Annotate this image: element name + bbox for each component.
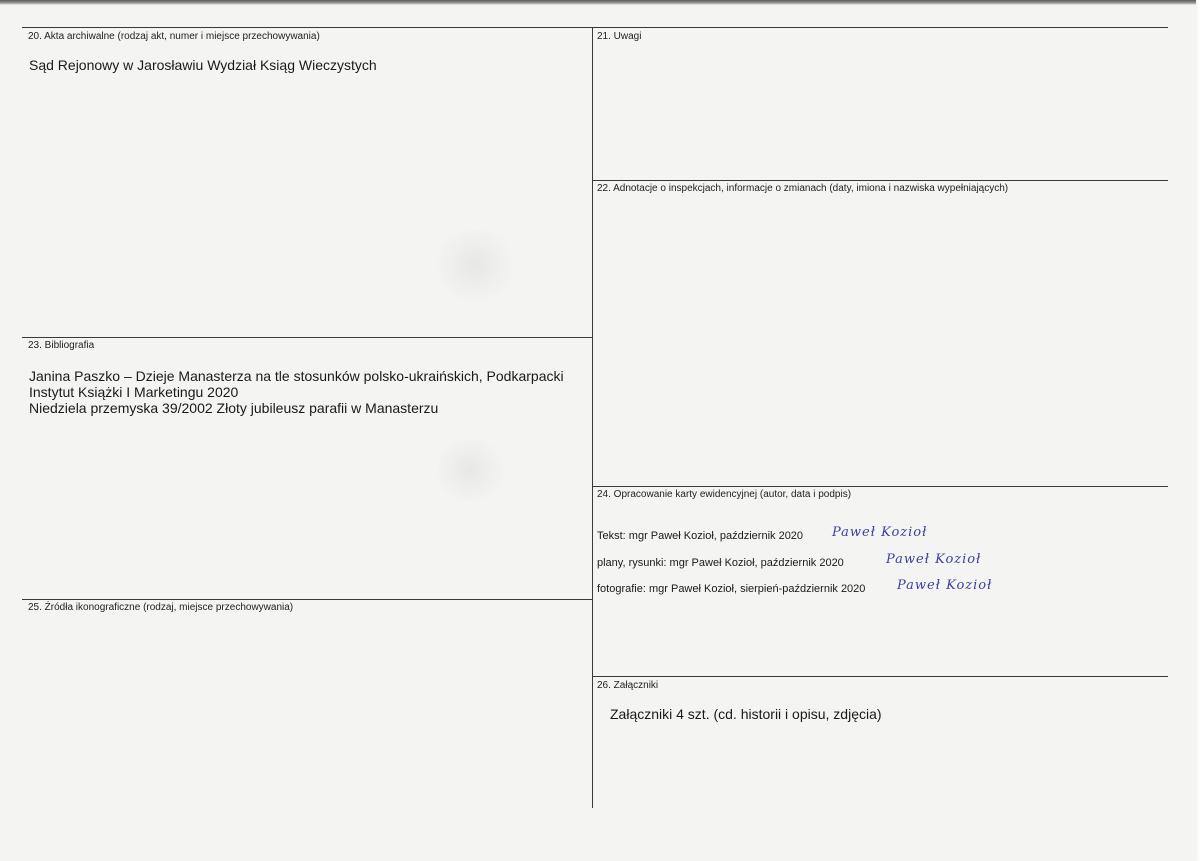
section-21-label: 21. Uwagi [597,31,642,42]
divider-right-22 [592,180,1168,181]
section-25-label: 25. Źródła ikonograficzne (rodzaj, miejsce przechowywania) [28,602,294,613]
section-23-label: 23. Bibliografia [28,340,95,351]
entry-text-fotografie: fotografie: mgr Paweł Kozioł, sierpień-październik 2020 [597,583,866,595]
divider-left-23 [22,337,592,338]
scan-smudge [430,440,510,500]
entry-text-plany: plany, rysunki: mgr Paweł Kozioł, październik 2020 [597,557,844,569]
scan-smudge [430,230,520,300]
section-20-label: 20. Akta archiwalne (rodzaj akt, numer i miejsce przechowywania) [28,31,320,42]
divider-center [592,27,593,808]
section-22-label: 22. Adnotacje o inspekcjach, informacje o zmianach (daty, imiona i nazwiska wypełniających) [597,183,1009,194]
section-26-label: 26. Załączniki [597,680,659,691]
bibliography-line: Niedziela przemyska 39/2002 Złoty jubileusz parafii w Manasterzu [29,400,439,416]
divider-right-24 [592,486,1168,487]
divider-top [22,27,1168,28]
divider-right-26 [592,676,1168,677]
signature-handwritten: Paweł Kozioł [897,578,993,593]
section-26-content: Załączniki 4 szt. (cd. historii i opisu, zdjęcia) [610,706,882,722]
bibliography-line: Janina Paszko – Dzieje Manasterza na tle stosunków polsko-ukraińskich, Podkarpacki [29,368,564,384]
bibliography-line: Instytut Książki I Marketingu 2020 [29,384,239,400]
signature-handwritten: Paweł Kozioł [832,525,928,540]
signature-handwritten: Paweł Kozioł [886,552,982,567]
section-20-content: Sąd Rejonowy w Jarosławiu Wydział Ksiąg Wieczystych [29,57,377,73]
section-23-content [29,368,564,416]
divider-left-25 [22,599,592,600]
scan-right-edge [1196,0,1200,861]
section-24-label: 24. Opracowanie karty ewidencyjnej (autor, data i podpis) [597,489,852,500]
entry-text-tekst: Tekst: mgr Paweł Kozioł, październik 2020 [597,530,804,542]
scan-top-edge [0,0,1200,5]
